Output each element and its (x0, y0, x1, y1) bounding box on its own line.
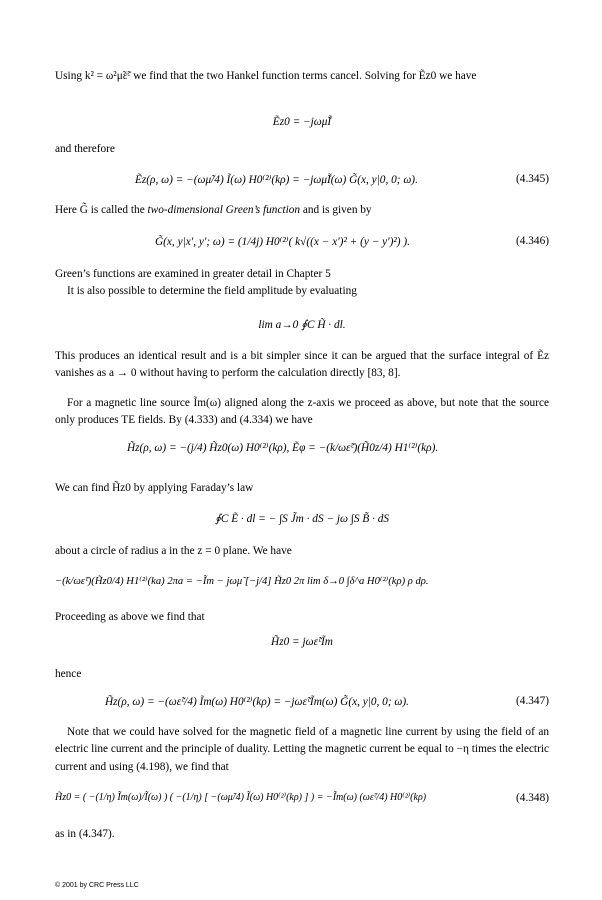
equation-4347: H̃z(ρ, ω) = −(ωε̃ᶜ/4) Ĩm(ω) H0⁽²⁾(kρ) = −jωε̃ᶜĨm(ω) G̃(x, y|0, 0; ω). (4.347) (105, 695, 549, 708)
equation-number-4345: (4.345) (516, 173, 549, 185)
paragraph-evaluate: It is also possible to determine the field amplitude by evaluating (67, 285, 357, 297)
equation-hz0: H̃z0 = jωε̃ᶜĨm (271, 636, 333, 648)
page-body (55, 0, 549, 900)
equation-number-4346: (4.346) (516, 235, 549, 247)
paragraph-duality: Note that we could have solved for the magnetic field of a magnetic line current by using the field of an electric line current and the principle of duality. Letting the magnetic current be equal to −η times the electric current and using (4.198), we find that (55, 726, 549, 773)
paragraph-green-intro: Here G̃ is called the two-dimensional Green’s function and is given by (55, 204, 372, 216)
copyright-footer: © 2001 by CRC Press LLC (55, 882, 139, 889)
equation-number-4347: (4.347) (516, 695, 549, 707)
equation-4346: G̃(x, y|x′, y′; ω) = (1/4j) H0⁽²⁾( k√((x − x′)² + (y − y′)²) ). (4.346) (155, 235, 549, 248)
paragraph-hence: hence (55, 668, 82, 680)
paragraph-magnetic-source: For a magnetic line source Ĩm(ω) aligned along the z-axis we proceed as above, but note that the source only produces TE fields. By (4.333) and (4.334) we have (55, 397, 549, 427)
paragraph-circle: about a circle of radius a in the z = 0 plane. We have (55, 545, 292, 557)
equation-circle: −(k/ωε̃ᶜ)(H̃z0/4) H1⁽²⁾(ka) 2πa = −Ĩm − jωμ̃ [−j/4] H̃z0 2π lim δ→0 ∫δ^a H0⁽²⁾(kρ) ρ dρ. (55, 576, 429, 587)
paragraph-faraday: We can find H̃z0 by applying Faraday’s law (55, 482, 254, 494)
equation-number-4348: (4.348) (516, 792, 549, 804)
paragraph-therefore: and therefore (55, 143, 115, 155)
equation-ez0: Ẽz0 = −jωμ̃Ĩ (272, 116, 332, 128)
paragraph-green-chapter: Green’s functions are examined in greater detail in Chapter 5 (55, 268, 331, 280)
equation-4345: Ẽz(ρ, ω) = −(ωμ̃/4) Ĩ(ω) H0⁽²⁾(kρ) = −jωμ̃Ĩ(ω) G̃(x, y|0, 0; ω). (4.345) (135, 173, 549, 186)
equation-4348: H̃z0 = ( −(1/η) Ĩm(ω)/Ĩ(ω) ) ( −(1/η) [ −(ωμ̃/4) Ĩ(ω) H0⁽²⁾(kρ) ] ) = −Ĩm(ω) (ωε̃ᶜ/4) H0⁽²⁾(kρ) (4.348) (55, 792, 549, 804)
paragraph-identical-result: This produces an identical result and is a bit simpler since it can be argued that the surface integral of Ẽz vanishes as a → 0 without having to perform the calculation directly [83, 8]. (55, 350, 549, 380)
equation-hz-ephi: H̃z(ρ, ω) = −(j/4) H̃z0(ω) H0⁽²⁾(kρ), Ẽφ = −(k/ωε̃ᶜ)(H̃0z/4) H1⁽²⁾(kρ). (127, 442, 439, 454)
paragraph-as-in: as in (4.347). (55, 828, 115, 840)
paragraph-proceeding: Proceeding as above we find that (55, 611, 205, 623)
paragraph-hankel: Using k² = ω²μ̃ε̃ᶜ we find that the two Hankel function terms cancel. Solving for Ẽz0 we have (55, 70, 477, 82)
equation-faraday: ∮C Ẽ · dl = − ∫S J̃m · dS − jω ∫S B̃ · dS (214, 513, 390, 525)
equation-limit: lim a→0 ∮C H̃ · dl. (258, 319, 346, 331)
